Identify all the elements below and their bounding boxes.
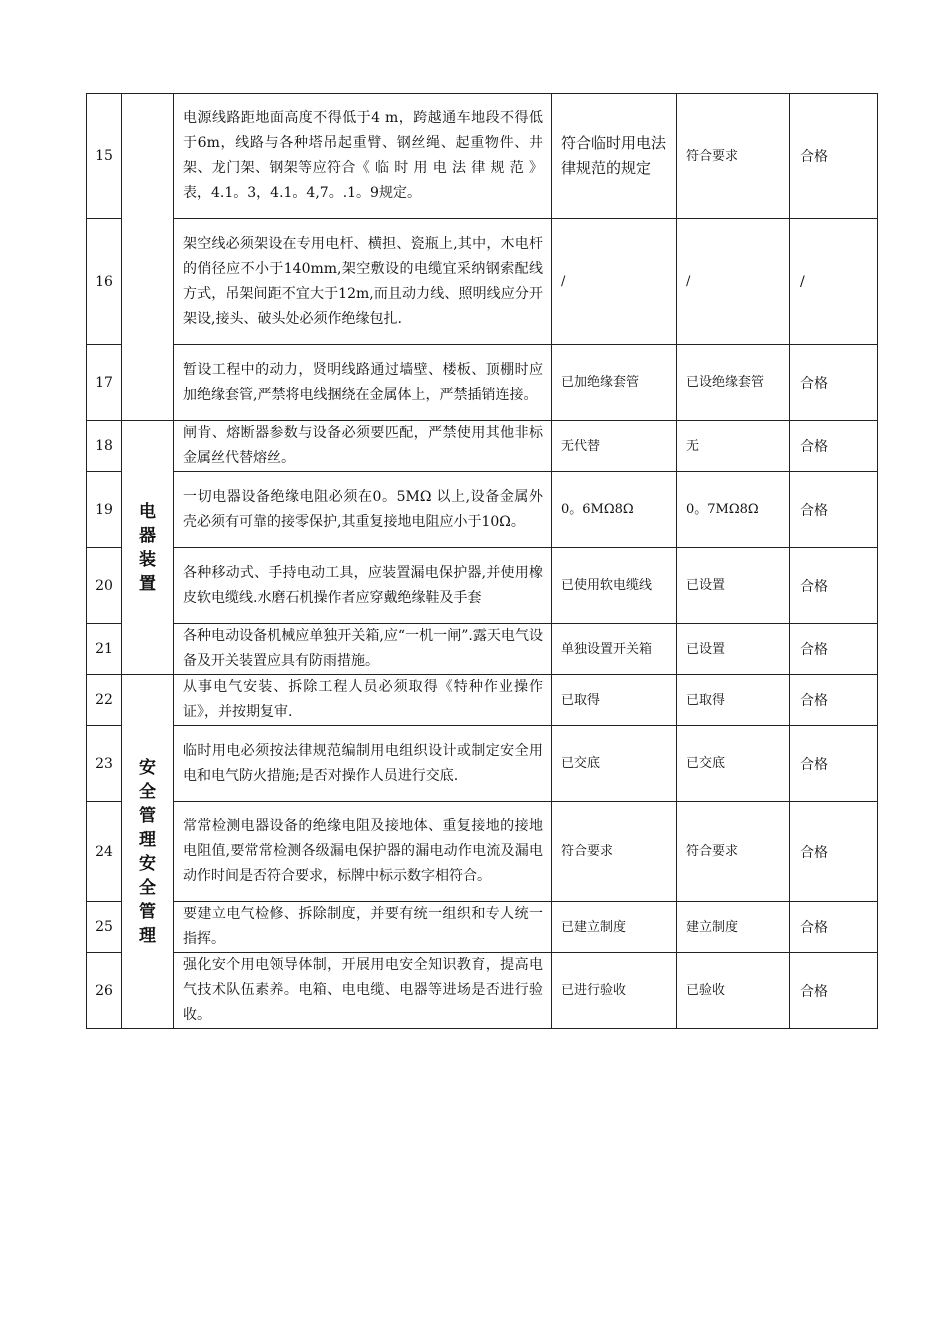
result: 合格 xyxy=(790,548,878,624)
table-row xyxy=(87,624,878,675)
category-char: 安 xyxy=(139,757,156,778)
check-content: 0。6MΩ8Ω xyxy=(552,472,677,548)
result: 合格 xyxy=(790,902,878,953)
category-char: 全 xyxy=(139,877,156,898)
category-electrical-devices xyxy=(122,421,174,675)
requirement-text: 暂设工程中的动力，贤明线路通过墙壁、楼板、顶棚时应加绝缘套管,严禁将电线捆绕在金属体上，严禁插销连接。 xyxy=(174,345,552,421)
requirement-text: 各种移动式、手持电动工具，应装置漏电保护器,并使用橡皮软电缆线.水磨石机操作者应穿戴绝缘鞋及手套 xyxy=(174,548,552,624)
check-content: 已加绝缘套管 xyxy=(552,345,677,421)
check-content: 已使用软电缆线 xyxy=(552,548,677,624)
row-number: 17 xyxy=(87,345,122,421)
result: 合格 xyxy=(790,802,878,902)
result: / xyxy=(790,219,878,345)
actual-status: 建立制度 xyxy=(677,902,790,953)
check-content: 符合要求 xyxy=(552,802,677,902)
requirement-text: 要建立电气检修、拆除制度，并要有统一组织和专人统一指挥。 xyxy=(174,902,552,953)
actual-status: / xyxy=(677,219,790,345)
category-char: 管 xyxy=(139,901,156,922)
table-row xyxy=(87,472,878,548)
requirement-text: 临时用电必须按法律规范编制用电组织设计或制定安全用电和电气防火措施;是否对操作人员进行交底. xyxy=(174,726,552,802)
actual-status: 已交底 xyxy=(677,726,790,802)
actual-status: 符合要求 xyxy=(677,94,790,219)
row-number: 21 xyxy=(87,624,122,675)
category-char: 理 xyxy=(139,925,156,946)
check-content: 符合临时用电法律规范的规定 xyxy=(552,94,677,219)
check-content: 已交底 xyxy=(552,726,677,802)
row-number: 15 xyxy=(87,94,122,219)
actual-status: 已设绝缘套管 xyxy=(677,345,790,421)
row-number: 25 xyxy=(87,902,122,953)
actual-status: 已取得 xyxy=(677,675,790,726)
check-content: / xyxy=(552,219,677,345)
table-row xyxy=(87,802,878,902)
actual-status: 无 xyxy=(677,421,790,472)
row-number: 19 xyxy=(87,472,122,548)
table-row xyxy=(87,726,878,802)
inspection-table-page xyxy=(86,93,877,1029)
check-content: 已取得 xyxy=(552,675,677,726)
row-number: 23 xyxy=(87,726,122,802)
table-row xyxy=(87,548,878,624)
table-row xyxy=(87,345,878,421)
requirement-text: 常常检测电器设备的绝缘电阻及接地体、重复接地的接地电阻值,要常常检测各级漏电保护器的漏电动作电流及漏电动作时间是否符合要求，标牌中标示数字相符合。 xyxy=(174,802,552,902)
actual-status: 已验收 xyxy=(677,953,790,1029)
result: 合格 xyxy=(790,953,878,1029)
row-number: 18 xyxy=(87,421,122,472)
actual-status: 已设置 xyxy=(677,624,790,675)
category-char: 置 xyxy=(139,573,156,594)
check-content: 单独设置开关箱 xyxy=(552,624,677,675)
result: 合格 xyxy=(790,345,878,421)
requirement-text: 闸肯、熔断器参数与设备必须要匹配，严禁使用其他非标金属丝代替熔丝。 xyxy=(174,421,552,472)
table-row xyxy=(87,219,878,345)
row-number: 26 xyxy=(87,953,122,1029)
row-number: 22 xyxy=(87,675,122,726)
requirement-text: 一切电器设备绝缘电阻必须在0。5MΩ 以上,设备金属外壳必须有可靠的接零保护,其重复接地电阻应小于10Ω。 xyxy=(174,472,552,548)
category-char: 理 xyxy=(139,829,156,850)
table-row xyxy=(87,421,878,472)
requirement-text: 从事电气安装、拆除工程人员必须取得《特种作业操作证》，并按期复审. xyxy=(174,675,552,726)
category-char: 装 xyxy=(139,549,156,570)
category-cell-blank xyxy=(122,94,174,421)
result: 合格 xyxy=(790,472,878,548)
table-row xyxy=(87,953,878,1029)
result: 合格 xyxy=(790,726,878,802)
category-safety-management xyxy=(122,675,174,1029)
category-char: 安 xyxy=(139,853,156,874)
row-number: 16 xyxy=(87,219,122,345)
requirement-text: 电源线路距地面高度不得低于4 m，跨越通车地段不得低于6m，线路与各种塔吊起重臂、钢丝绳、起重物件、井架、龙门架、钢架等应符合《 临 时 用 电 法 律 规 范 》表，4.1。3，4.1。4,7。.1。9规定。 xyxy=(174,94,552,219)
result: 合格 xyxy=(790,421,878,472)
category-char: 管 xyxy=(139,805,156,826)
actual-status: 已设置 xyxy=(677,548,790,624)
result: 合格 xyxy=(790,675,878,726)
inspection-table xyxy=(86,93,878,1029)
check-content: 已建立制度 xyxy=(552,902,677,953)
table-row xyxy=(87,94,878,219)
category-char: 电 xyxy=(139,501,156,522)
requirement-text: 强化安个用电领导体制，开展用电安全知识教育，提高电气技术队伍素养。电箱、电电缆、电器等进场是否进行验收。 xyxy=(174,953,552,1029)
actual-status: 符合要求 xyxy=(677,802,790,902)
row-number: 20 xyxy=(87,548,122,624)
category-char: 器 xyxy=(139,525,156,546)
table-row xyxy=(87,675,878,726)
check-content: 无代替 xyxy=(552,421,677,472)
row-number: 24 xyxy=(87,802,122,902)
category-char: 全 xyxy=(139,781,156,802)
actual-status: 0。7MΩ8Ω xyxy=(677,472,790,548)
table-row xyxy=(87,902,878,953)
result: 合格 xyxy=(790,624,878,675)
check-content: 已进行验收 xyxy=(552,953,677,1029)
requirement-text: 各种电动设备机械应单独开关箱,应“一机一闸”.露天电气设备及开关装置应具有防雨措施。 xyxy=(174,624,552,675)
result: 合格 xyxy=(790,94,878,219)
requirement-text: 架空线必须架设在专用电杆、横担、瓷瓶上,其中，木电杆的俏径应不小于140mm,架空敷设的电缆宜采纳钢索配线方式，吊架间距不宜大于12m,而且动力线、照明线应分开架设,接头、破头处必须作绝缘包扎. xyxy=(174,219,552,345)
